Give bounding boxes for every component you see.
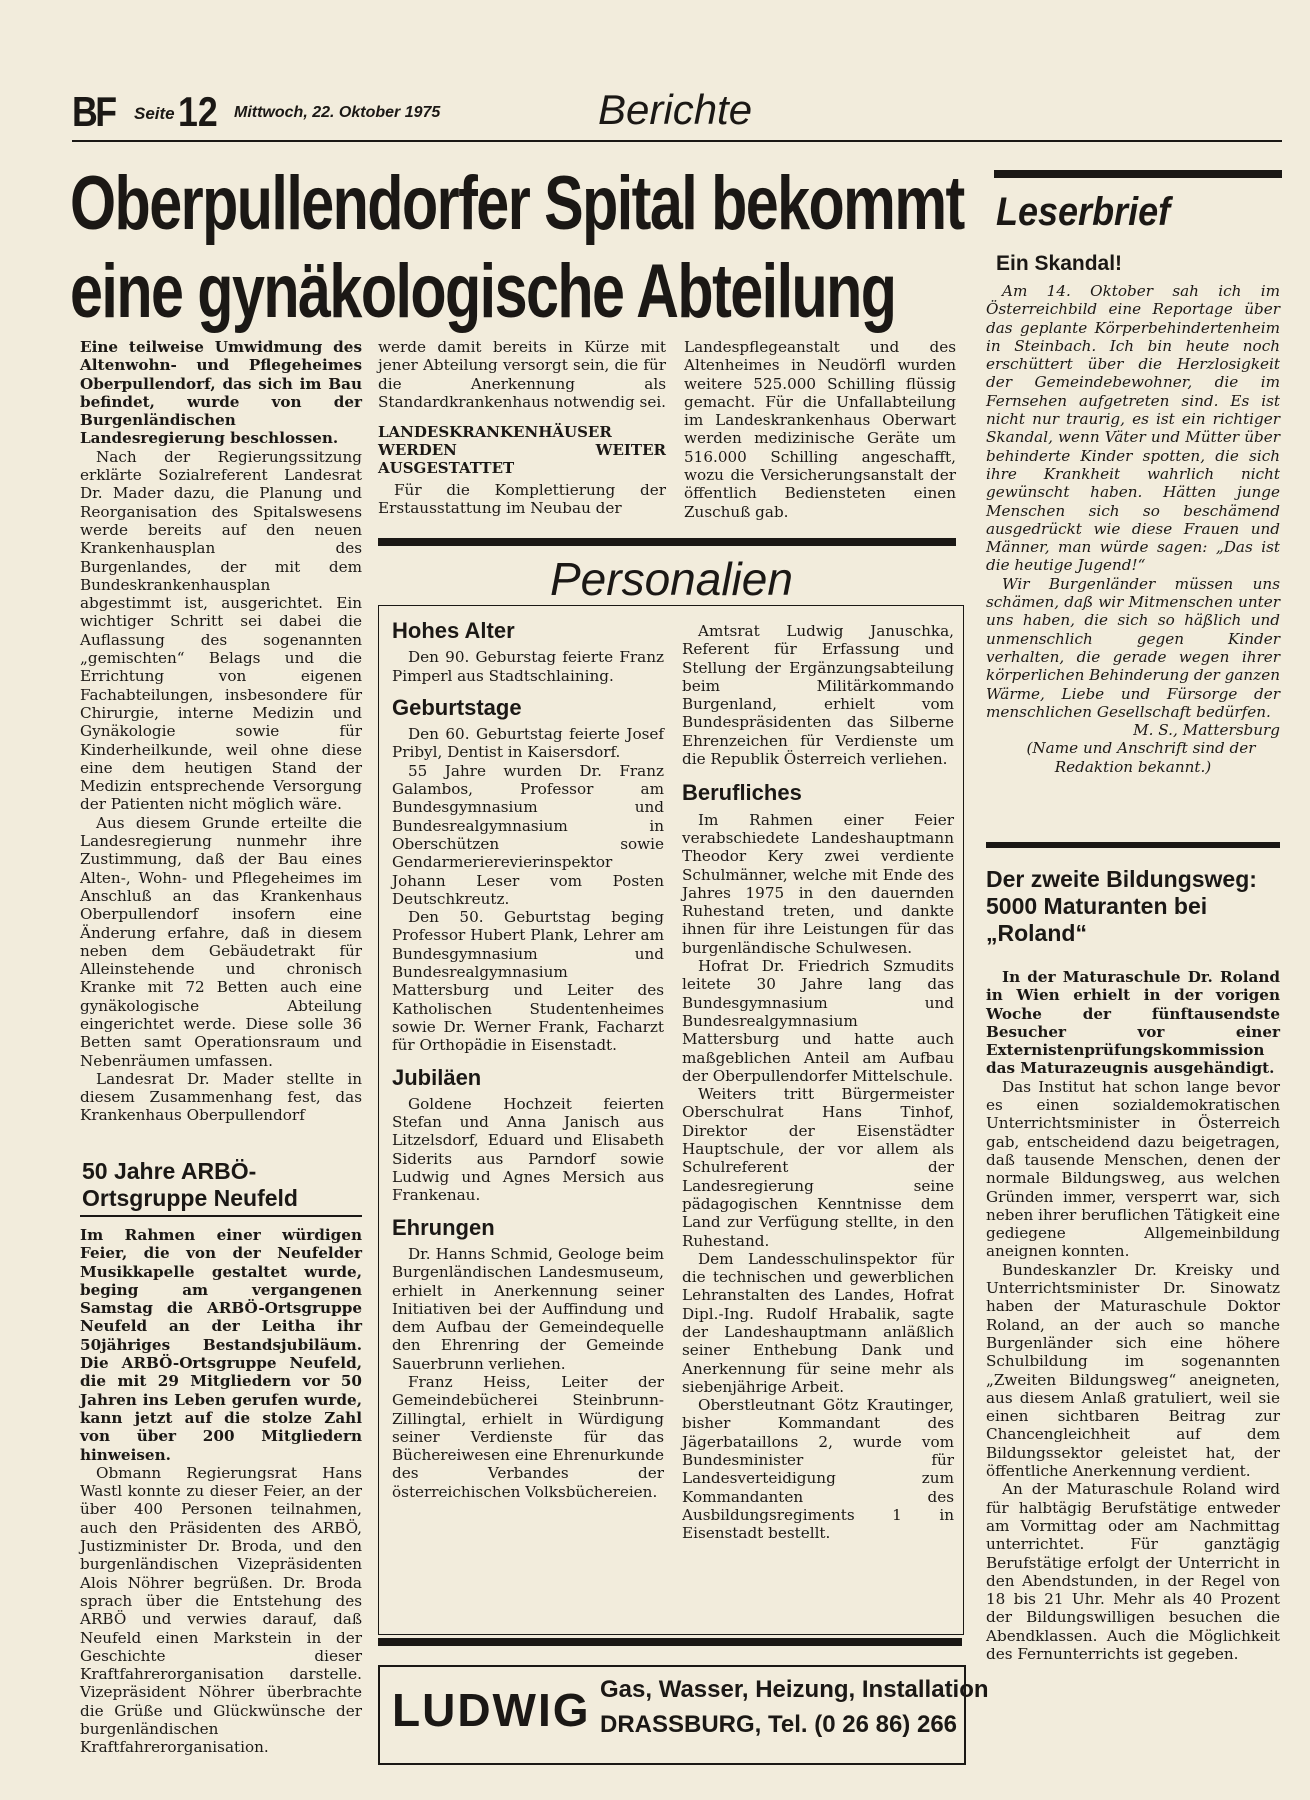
leserbrief-p1: Am 14. Oktober sah ich im Österreichbild eine Reportage über das geplante Körperbehindertenheim in Steinbach. Ich bin heute noch erschüttert über die Herzlosigkeit der Gemeindebewohner, die im Fernsehen aufgetreten sind. Es ist nicht nur traurig, es ist ein richtiger Skandal, wenn Väter und Mütter über behinderte Kinder spotten, die sich ihre Krankheit wahrlich nicht gewünscht haben. Hätten junge Menschen sich so beschämend ausgedrückt wie diese Frauen und Männer, man würde sagen: „Das ist die heutige Jugend!“	[986, 282, 1280, 575]
personalien-januschka: Amtsrat Ludwig Januschka, Referent für Erfassung und Stellung der Ergänzungsabteilung beim Militärkommando Burgenland, erhielt vom Bundespräsidenten das Silberne Ehrenzeichen für Verdienste um die Republik Österreich verliehen.	[682, 622, 954, 769]
masthead-logo: BF	[72, 88, 115, 135]
leserbrief-note: (Name und Anschrift sind der Redaktion bekannt.)	[1026, 739, 1256, 776]
geburtstage-text-1: Den 60. Geburtstag feierte Josef Pribyl, Dentist in Kaisersdorf.	[392, 725, 664, 762]
masthead-page-number: 12	[178, 88, 218, 135]
jubilaeen-text: Goldene Hochzeit feierten Stefan und Anna Janisch aus Litzelsdorf, Eduard und Elisabeth Siderits aus Parndorf sowie Ludwig und Agnes Mersich aus Frankenau.	[392, 1094, 664, 1205]
leserbrief-bottom-rule	[986, 842, 1280, 848]
bildungsweg-lead: In der Maturaschule Dr. Roland in Wien erhielt in der vorigen Woche der fünftausendste Besucher vor einer Externistenprüfungskommission das Maturazeugnis ausgehändigt.	[986, 968, 1280, 1078]
arboe-headline: 50 Jahre ARBÖ-Ortsgruppe Neufeld	[82, 1158, 298, 1211]
berufliches-text-3: Weiters tritt Bürgermeister Oberschulrat Hans Tinhof, Direktor der Eisenstädter Hauptschule, der vor allem als Schulreferent der Landesregierung seine pädagogischen Kenntnisse dem Land zur Verfügung stellte, in den Ruhestand.	[682, 1085, 954, 1250]
berufliches-text-5: Oberstleutnant Götz Krautinger, bisher Kommandant des Jägerbataillons 2, wurde vom Bundesminister für Landesverteidigung zum Kommandanten des Ausbildungsregiments 1 in Eisenstadt bestellt.	[682, 1396, 954, 1543]
main-article-p1: Nach der Regierungssitzung erklärte Sozialreferent Landesrat Dr. Mader dazu, die Planung und Reorganisation des Spitalswesens werde bereits auf den neuen Krankenhausplan des Burgenlandes, der mit dem Bundeskrankenhausplan abgestimmt ist, ausgerichtet. Ein wichtiger Schritt sei dabei die Auflassung des sogenannten „gemischten“ Belags und die Errichtung von eigenen Fachabteilungen, insbesondere für Chirurgie, interne Medizin und Gynäkologie sowie für Kinderheilkunde, weil ohne diese eine dem heutigen Stand der Medizin entsprechende Versorgung der Patienten nicht möglich wäre.	[80, 447, 362, 814]
leserbrief-body	[986, 282, 1280, 776]
arboe-body: Obmann Regierungsrat Hans Wastl konnte zu dieser Feier, an der über 400 Personen teilnahmen, auch den Präsidenten des ARBÖ, Justizminister Dr. Broda, und den burgenländischen Vizepräsidenten Alois Nöhrer begrüßen. Dr. Broda sprach über die Entstehung des ARBÖ und verwies darauf, daß Neufeld einen Markstein in der Geschichte dieser Kraftfahrerorganisation darstelle. Vizepräsident Nöhrer überbrachte die Grüße und Glückwünsche der burgenländischen Kraftfahrerorganisation.	[80, 1463, 362, 1757]
geburtstage-text-3: Den 50. Geburtstag beging Professor Hubert Plank, Lehrer am Bundesgymnasium und Bundesrealgymnasium Mattersburg und Leiter des Katholischen Studentenheimes sowie Dr. Werner Frank, Facharzt für Orthopädie in Eisenstadt.	[392, 908, 664, 1055]
main-article-col2	[378, 338, 666, 518]
leserbrief-p2: Wir Burgenländer müssen uns schämen, daß wir Mitmenschen unter uns haben, die sich so häßlich und unmenschlich gegen Kinder verhalten, die gerade wegen ihrer körperlichen Behinderung der ganzen Wärme, Liebe und Fürsorge der menschlichen Gesellschaft bedürfen.	[986, 574, 1280, 721]
ehrungen-heading: Ehrungen	[392, 1214, 495, 1240]
masthead-section: Berichte	[598, 86, 753, 133]
main-headline-line1: Oberpullendorfer Spital bekommt	[70, 161, 964, 246]
main-article-col3-p1: Landespflegeanstalt und des Altenheimes in Neudörfl wurden weitere 525.000 Schilling flüssig gemacht. Für die Unfallabteilung im Landeskrankenhaus Oberwart werden medizinische Geräte um 516.000 Schilling angeschafft, wozu die Versicherungsanstalt der öffentlich Bediensteten einen Zuschuß gab.	[684, 338, 956, 521]
leserbrief-signature: M. S., Mattersburg	[1133, 721, 1280, 740]
ad-brand: LUDWIG	[392, 1684, 591, 1736]
ad-top-rule	[378, 1638, 962, 1646]
bildungsweg-p2: Bundeskanzler Dr. Kreisky und Unterrichtsminister Dr. Sinowatz haben der Maturaschule Doktor Roland, an der auch so manche Burgenländer sich eine höhere Schulbildung im sogenannten „Zweiten Bildungsweg“ aneigneten, aus diesem Anlaß gratuliert, weil sie einen sichtbaren Beitrag zur Chancengleichheit auf dem Bildungssektor geleistet hat, der öffentliche Anerkennung verdient.	[986, 1260, 1280, 1481]
bildungsweg-article	[986, 968, 1280, 1663]
jubilaeen-heading: Jubiläen	[392, 1064, 482, 1090]
arboe-lead: Im Rahmen einer würdigen Feier, die von der Neufelder Musikkapelle gestaltet wurde, beging am vergangenen Samstag die ARBÖ-Ortsgruppe Neufeld an der Leitha ihr 50jähriges Bestandsjubiläum. Die ARBÖ-Ortsgruppe Neufeld, die mit 29 Mitgliedern vor 50 Jahren ins Leben gerufen wurde, kann jetzt auf die stolze Zahl von über 200 Mitgliedern hinweisen.	[80, 1226, 362, 1464]
berufliches-text-2: Hofrat Dr. Friedrich Szmudits leitete 30 Jahre lang das Bundesgymnasium und Bundesrealgymnasium Mattersburg und hatte auch maßgeblichen Anteil am Aufbau der Oberpullendorfer Mittelschule.	[682, 957, 954, 1085]
arboe-article	[80, 1226, 362, 1757]
main-article-col3	[684, 338, 956, 521]
main-article-col2-p1: werde damit bereits in Kürze mit jener Abteilung versorgt sein, die für die Anerkennung als Standardkrankenhaus notwendig sei.	[378, 338, 667, 411]
main-article-p3: Landesrat Dr. Mader stellte in diesem Zusammenhang fest, das Krankenhaus Oberpullendorf	[80, 1069, 362, 1125]
main-article-col1	[80, 338, 362, 1125]
ehrungen-text-1: Dr. Hanns Schmid, Geologe beim Burgenländischen Landesmuseum, erhielt in Anerkennung seiner Initiativen bei der Auffindung und dem Aufbau der Gemeindequelle den Ehrenring der Gemeinde Sauerbrunn verliehen.	[392, 1244, 664, 1373]
personalien-title: Personalien	[550, 553, 793, 605]
leserbrief-title: Leserbrief	[996, 190, 1171, 234]
masthead-date: Mittwoch, 22. Oktober 1975	[234, 104, 441, 121]
personalien-col-left	[392, 618, 664, 1501]
main-article-lead: Eine teilweise Umwidmung des Altenwohn- und Pflegeheimes Oberpullendorf, das sich im Bau befindet, wurde von der Burgenländischen Landesregierung beschlossen.	[80, 338, 362, 448]
hohes-alter-text: Den 90. Geburstag feierte Franz Pimperl aus Stadtschlaining.	[392, 648, 664, 685]
berufliches-heading: Berufliches	[682, 780, 802, 806]
main-article-p2: Aus diesem Grunde erteilte die Landesregierung nunmehr ihre Zustimmung, daß der Bau eines Alten-, Wohn- und Pflegeheimes im Anschluß an das Krankenhaus Oberpullendorf insofern eine Änderung erfahre, daß in diesem neben dem Gebäudetrakt für Alleinstehende und chronisch Kranke mit 72 Betten auch eine gynäkologische Abteilung eingerichtet werde. Diese solle 36 Betten samt Operationsraum und Nebenräumen umfassen.	[80, 813, 362, 1070]
leserbrief-subtitle: Ein Skandal!	[996, 252, 1123, 275]
main-headline	[70, 160, 964, 336]
hohes-alter-heading: Hohes Alter	[392, 618, 515, 643]
leserbrief-top-rule	[994, 170, 1282, 178]
main-article-subhead: LANDESKRANKENHÄUSER WERDEN WEITER AUSGESTATTET	[378, 423, 666, 478]
bildungsweg-p3: An der Maturaschule Roland wird für halbtägig Berufstätige entweder am Vormittag oder am Nachmittag unterrichtet. Für ganztägig Berufstätige erfolgt der Unterricht in den Abendstunden, in der Regel von 18 bis 21 Uhr. Mehr als 40 Prozent der Bildungswilligen besuchen die Abendklassen. Auch die Möglichkeit des Fernunterrichts ist gegeben.	[986, 1480, 1280, 1663]
main-headline-line2: eine gynäkologische Abteilung	[70, 249, 896, 334]
personalien-top-rule	[378, 538, 956, 546]
geburtstage-text-2: 55 Jahre wurden Dr. Franz Galambos, Professor am Bundesgymnasium und Bundesrealgymnasium in Oberschützen sowie Gendarmerierevierinspektor Johann Leser vom Posten Deutschkreutz.	[392, 761, 664, 908]
personalien-col-right	[682, 622, 954, 1543]
berufliches-text-4: Dem Landesschulinspektor für die technischen und gewerblichen Lehranstalten des Landes, Hofrat Dipl.-Ing. Rudolf Hrabalik, sagte der Landeshauptmann anläßlich seiner Enthebung Dank und Anerkennung für seine mehr als siebenjährige Arbeit.	[682, 1249, 954, 1396]
ehrungen-text-2: Franz Heiss, Leiter der Gemeindebücherei Steinbrunn-Zillingtal, erhielt in Würdigung seiner Verdienste für das Büchereiwesen eine Ehrenurkunde des Verbandes der österreichischen Volksbüchereien.	[392, 1372, 664, 1501]
berufliches-text-1: Im Rahmen einer Feier verabschiedete Landeshauptmann Theodor Kery zwei verdiente Schulmänner, welche mit Ende des Jahres 1975 in den dauernden Ruhestand treten, und dankte ihnen für ihre Leistungen für das burgenländische Schulwesen.	[682, 810, 954, 957]
main-article-col2-p2: Für die Komplettierung der Erstausstattung im Neubau der	[378, 481, 666, 518]
ad-services: Gas, Wasser, Heizung, Installation	[600, 1676, 989, 1703]
masthead-rule	[72, 140, 1282, 142]
ad-address-phone: DRASSBURG, Tel. (0 26 86) 266	[600, 1711, 958, 1738]
masthead-seite-label: Seite	[134, 104, 175, 123]
bildungsweg-p1: Das Institut hat schon lange bevor es einen sozialdemokratischen Unterrichtsminister in Österreich gab, entscheidend dazu beigetragen, daß tausende Menschen, denen der normale Bildungsweg, aus welchen Gründen immer, versperrt war, sich neben ihrer beruflichen Tätigkeit eine gediegene Allgemeinbildung aneignen konnten.	[986, 1077, 1280, 1261]
arboe-rule	[80, 1215, 362, 1217]
bildungsweg-headline: Der zweite Bildungsweg: 5000 Maturanten bei „Roland“	[986, 866, 1257, 946]
geburtstage-heading: Geburtstage	[392, 694, 522, 720]
